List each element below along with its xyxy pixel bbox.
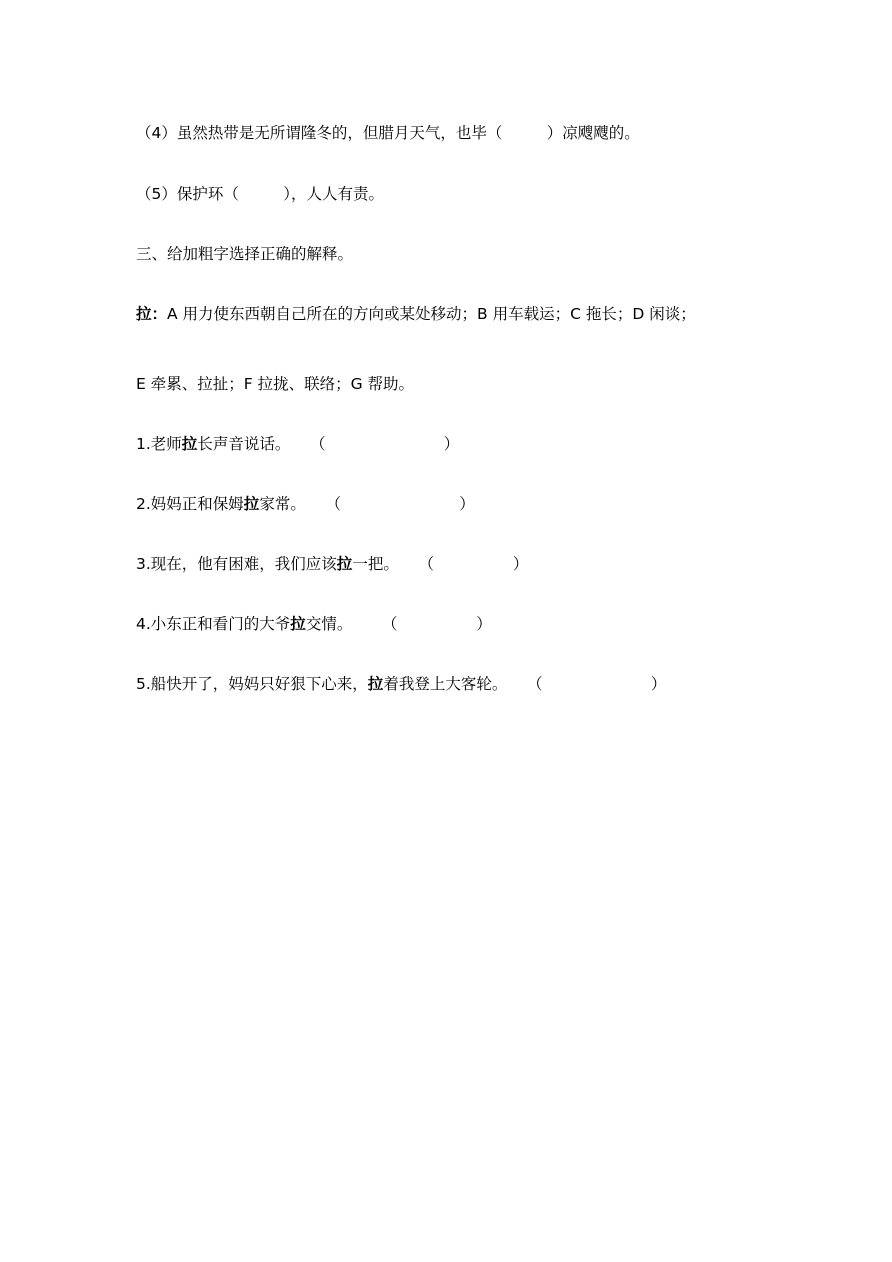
question-text: 长声音说话。 （ ） [197, 435, 460, 453]
question-2 [136, 494, 475, 514]
question-5 [136, 674, 666, 694]
question-text: 1.老师 [136, 435, 182, 453]
question-text: 交情。 （ ） [305, 615, 492, 633]
question-text: 5.船快开了，妈妈只好狠下心来， [136, 675, 368, 693]
bold-character: 拉 [243, 495, 260, 513]
question-1 [136, 434, 459, 454]
bold-character: 拉 [367, 675, 384, 693]
definition-line-2: E 牵累、拉扯；F 拉拢、联络；G 帮助。 [136, 375, 415, 393]
definition-text-1: A 用力使东西朝自己所在的方向或某处移动；B 用车载运；C 拖长；D 闲谈； [167, 305, 696, 323]
fill-blank-item-5: （5）保护环（ ），人人有责。 [136, 185, 384, 203]
definition-term: 拉： [136, 305, 168, 323]
question-text: 3.现在，他有困难，我们应该 [136, 555, 337, 573]
question-text: 2.妈妈正和保姆 [136, 495, 244, 513]
question-3 [136, 554, 528, 574]
bold-character: 拉 [336, 555, 353, 573]
fill-blank-item-4: （4）虽然热带是无所谓隆冬的，但腊月天气，也毕（ ）凉飕飕的。 [136, 124, 640, 142]
bold-character: 拉 [181, 435, 198, 453]
question-text: 一把。 （ ） [352, 555, 529, 573]
section-title: 三、给加粗字选择正确的解释。 [136, 245, 354, 263]
question-text: 着我登上大客轮。 （ ） [383, 675, 667, 693]
question-4 [136, 614, 492, 634]
definition-line-1 [136, 304, 696, 324]
question-text: 4.小东正和看门的大爷 [136, 615, 291, 633]
question-text: 家常。 （ ） [259, 495, 475, 513]
bold-character: 拉 [290, 615, 306, 633]
